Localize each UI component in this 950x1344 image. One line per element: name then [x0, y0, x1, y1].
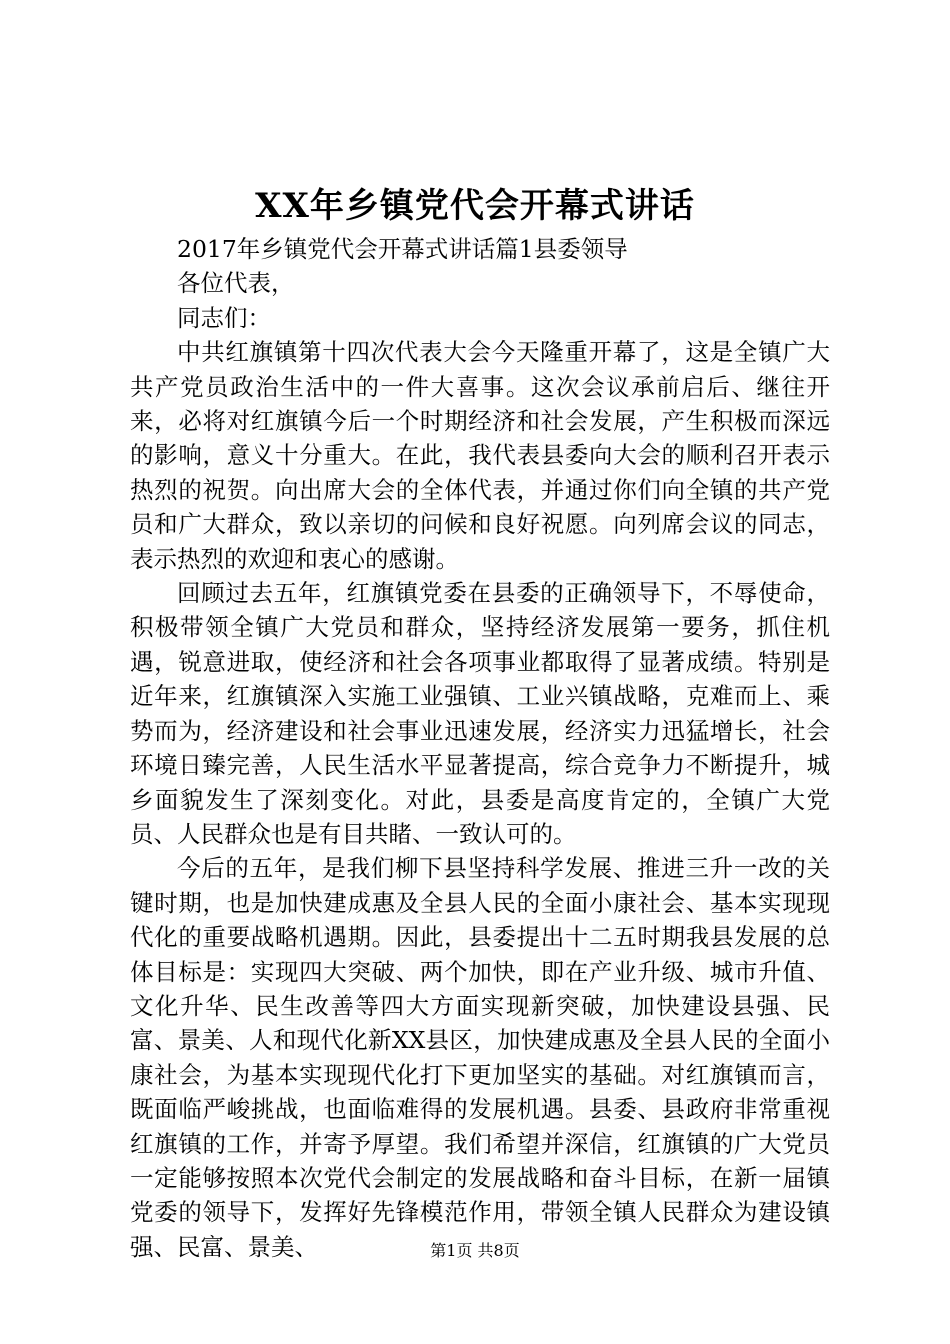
- salutation-delegates: 各位代表，: [177, 269, 295, 298]
- document-body: [130, 232, 830, 1264]
- subtitle-line: 2017年乡镇党代会开幕式讲话篇1县委领导: [177, 235, 628, 263]
- paragraph-opening: 中共红旗镇第十四次代表大会今天隆重开幕了，这是全镇广大共产党员政治生活中的一件大喜事。这次会议承前启后、继往开来，必将对红旗镇今后一个时期经济和社会发展，产生积极而深远的影响，意义十分重大。在此，我代表县委向大会的顺利召开表示热烈的祝贺。向出席大会的全体代表，并通过你们向全镇的共产党员和广大群众，致以亲切的问候和良好祝愿。向列席会议的同志，表示热烈的欢迎和衷心的感谢。: [130, 338, 830, 573]
- salutation-comrades: 同志们：: [177, 303, 271, 332]
- paragraph-outlook: 今后的五年，是我们柳下县坚持科学发展、推进三升一改的关键时期，也是加快建成惠及全县人民的全面小康社会、基本实现现代化的重要战略机遇期。因此，县委提出十二五时期我县发展的总体目标是：实现四大突破、两个加快，即在产业升级、城市升值、文化升华、民生改善等四大方面实现新突破，加快建设县强、民富、景美、人和现代化新XX县区，加快建成惠及全县人民的全面小康社会，为基本实现现代化打下更加坚实的基础。对红旗镇而言，既面临严峻挑战，也面临难得的发展机遇。县委、县政府非常重视红旗镇的工作，并寄予厚望。我们希望并深信，红旗镇的广大党员一定能够按照本次党代会制定的发展战略和奋斗目标，在新一届镇党委的领导下，发挥好先锋模范作用，带领全镇人民群众为建设镇强、民富、景美、: [130, 854, 830, 1261]
- page-footer: 第1页 共8页: [430, 1241, 520, 1260]
- document-title: XX年乡镇党代会开幕式讲话: [255, 186, 695, 226]
- paragraph-review: 回顾过去五年，红旗镇党委在县委的正确领导下，不辱使命，积极带领全镇广大党员和群众，坚持经济发展第一要务，抓住机遇，锐意进取，使经济和社会各项事业都取得了显著成绩。特别是近年来，红旗镇深入实施工业强镇、工业兴镇战略，克难而上、乘势而为，经济建设和社会事业迅速发展，经济实力迅猛增长，社会环境日臻完善，人民生活水平显著提高，综合竞争力不断提升，城乡面貌发生了深刻变化。对此，县委是高度肯定的，全镇广大党员、人民群众也是有目共睹、一致认可的。: [130, 579, 830, 848]
